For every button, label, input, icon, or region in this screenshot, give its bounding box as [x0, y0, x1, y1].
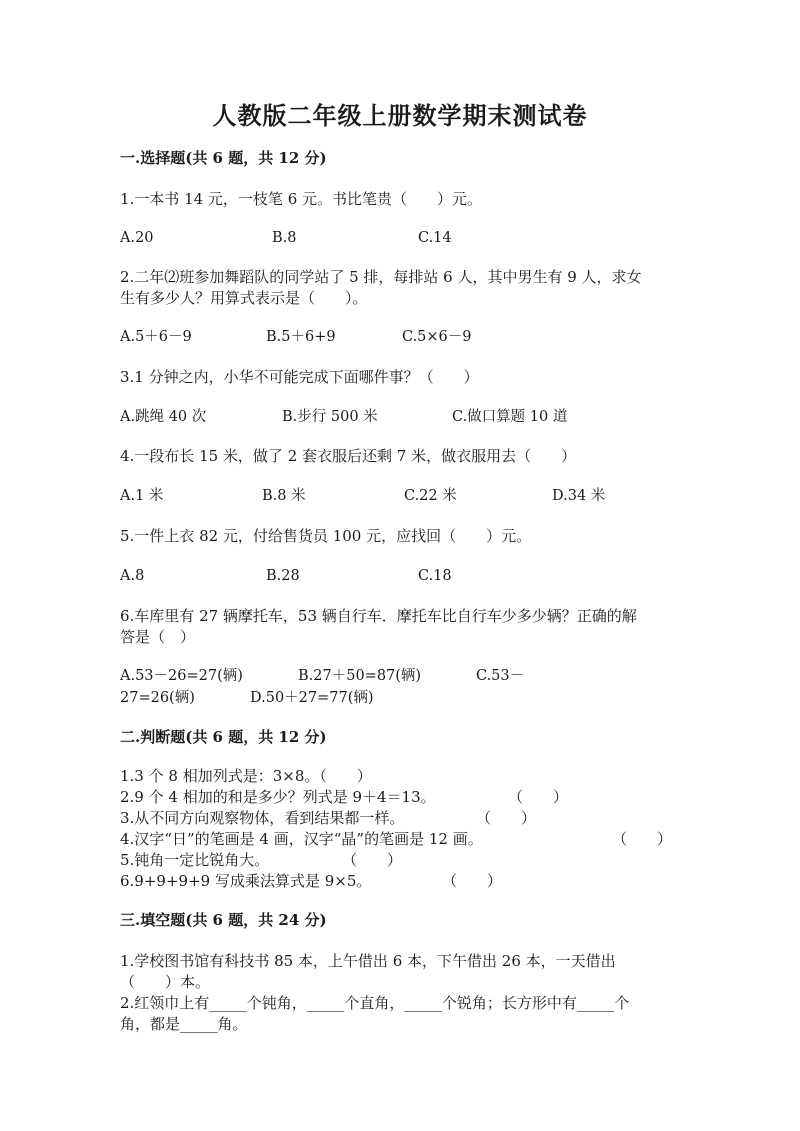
- option-d: D.50＋27=77(辆): [250, 690, 374, 706]
- option-b: B.步行 500 米: [282, 409, 378, 425]
- answer-paren: （ ）: [442, 872, 503, 890]
- section-heading-choice: 一.选择题(共 6 题，共 12 分): [120, 149, 327, 167]
- question-stem: 4.一段布长 15 米，做了 2 套衣服后还剩 7 米，做衣服用去（ ）: [120, 447, 577, 465]
- page-title: 人教版二年级上册数学期末测试卷: [212, 101, 588, 130]
- option-a: A.5＋6－9: [120, 329, 192, 345]
- option-c: C.14: [418, 230, 452, 246]
- fill-question-continued: （ ）本。: [120, 973, 211, 991]
- judge-item: 6.9+9+9+9 写成乘法算式是 9×5。: [120, 872, 372, 890]
- section-heading-judge: 二.判断题(共 6 题，共 12 分): [120, 728, 327, 746]
- option-a: A.53－26=27(辆): [120, 668, 243, 684]
- option-c: C.18: [418, 568, 452, 584]
- option-c-continued: 27=26(辆): [120, 690, 195, 706]
- fill-question: 1.学校图书馆有科技书 85 本，上午借出 6 本，下午借出 26 本，一天借出: [120, 952, 616, 970]
- judge-item: 1.3 个 8 相加列式是：3×8。（ ）: [120, 767, 372, 785]
- option-b: B.8 米: [262, 488, 306, 504]
- option-a: A.跳绳 40 次: [120, 409, 207, 425]
- fill-question-continued: 角，都是_____角。: [120, 1015, 248, 1033]
- judge-item: 5.钝角一定比锐角大。: [120, 851, 270, 869]
- question-stem: 5.一件上衣 82 元，付给售货员 100 元，应找回（ ）元。: [120, 527, 532, 545]
- answer-paren: （ ）: [342, 851, 403, 869]
- question-stem: 6.车库里有 27 辆摩托车，53 辆自行车．摩托车比自行车少多少辆？正确的解: [120, 607, 637, 625]
- judge-item: 2.9 个 4 相加的和是多少？列式是 9＋4＝13。: [120, 788, 436, 806]
- answer-paren: （ ）: [612, 830, 673, 848]
- question-stem: 3.1 分钟之内，小华不可能完成下面哪件事？（ ）: [120, 368, 479, 386]
- option-b: B.27＋50=87(辆): [298, 668, 422, 684]
- question-stem: 1.一本书 14 元，一枝笔 6 元。书比笔贵（ ）元。: [120, 190, 483, 208]
- answer-paren: （ ）: [476, 809, 537, 827]
- option-a: A.20: [120, 230, 154, 246]
- question-stem: 2.二年⑵班参加舞蹈队的同学站了 5 排，每排站 6 人，其中男生有 9 人，求女: [120, 268, 642, 286]
- judge-item: 4.汉字“日”的笔画是 4 画，汉字“晶”的笔画是 12 画。: [120, 830, 483, 848]
- answer-paren: （ ）: [508, 788, 569, 806]
- option-a: A.1 米: [120, 488, 164, 504]
- question-stem-continued: 答是（ ）: [120, 628, 196, 646]
- option-d: D.34 米: [552, 488, 606, 504]
- option-b: B.28: [266, 568, 300, 584]
- fill-question: 2.红领巾上有_____个钝角，_____个直角，_____个锐角；长方形中有_____个: [120, 994, 630, 1012]
- option-c: C.22 米: [404, 488, 457, 504]
- option-a: A.8: [120, 568, 145, 584]
- section-heading-fill: 三.填空题(共 6 题，共 24 分): [120, 911, 327, 929]
- option-c: C.5×6－9: [402, 329, 472, 345]
- option-c: C.53－: [476, 668, 525, 684]
- question-stem-continued: 生有多少人？用算式表示是（ ）。: [120, 289, 368, 307]
- option-b: B.5＋6+9: [266, 329, 336, 345]
- option-c: C.做口算题 10 道: [452, 409, 568, 425]
- judge-item: 3.从不同方向观察物体，看到结果都一样。: [120, 809, 405, 827]
- option-b: B.8: [272, 230, 297, 246]
